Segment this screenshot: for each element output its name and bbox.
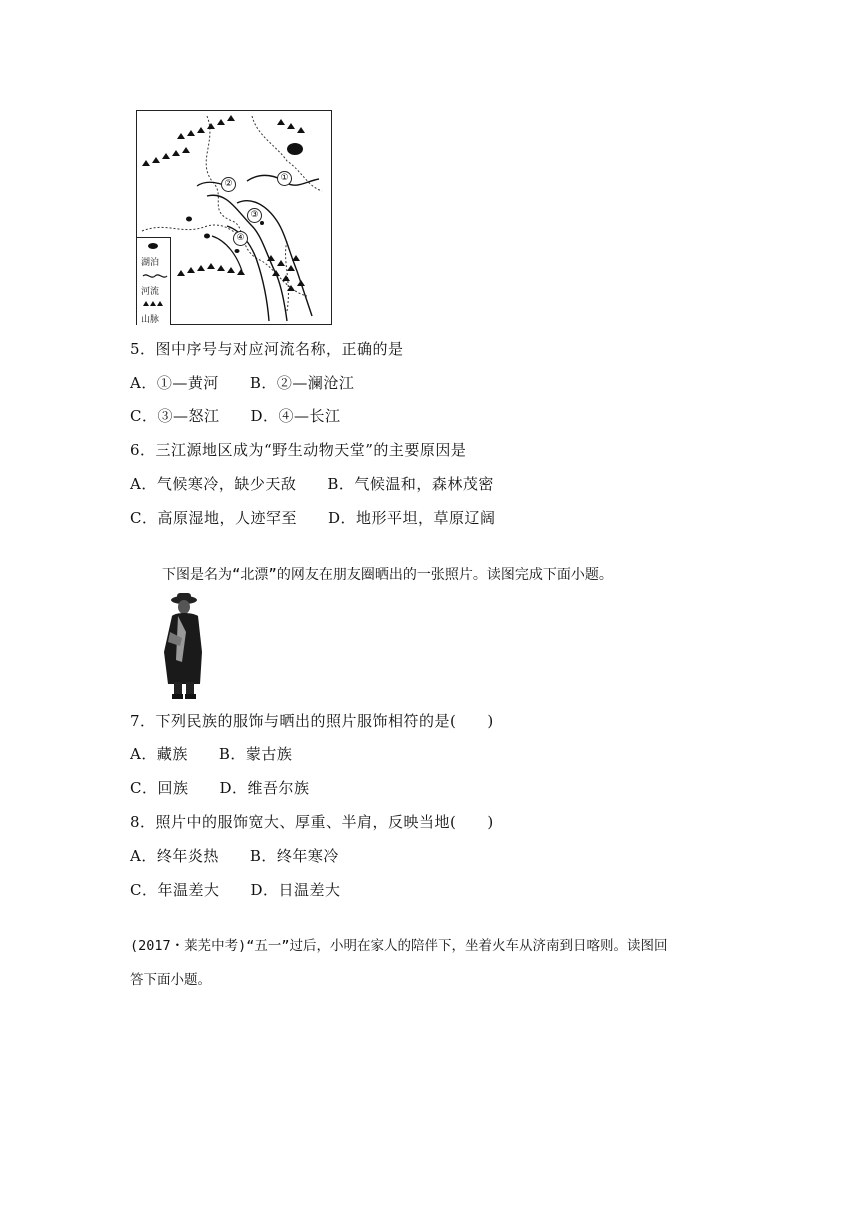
- map-legend: [137, 237, 171, 325]
- q8-stem: 8．照片中的服饰宽大、厚重、半肩，反映当地( ): [130, 813, 494, 831]
- q6-stem: 6．三江源地区成为“野生动物天堂”的主要原因是: [130, 441, 467, 459]
- q8-options-1: A．终年炎热 B．终年寒冷: [130, 847, 339, 865]
- legend-lake-label: 湖泊: [141, 258, 160, 268]
- photo-intro: 下图是名为“北漂”的网友在朋友圈晒出的一张照片。读图完成下面小题。: [162, 567, 613, 583]
- q5-options-1: A．①—黄河 B．②—澜沧江: [130, 374, 355, 392]
- q8-options-2: C．年温差大 D．日温差大: [130, 881, 341, 899]
- marker-2: ②: [221, 177, 236, 192]
- q5-stem: 5．图中序号与对应河流名称，正确的是: [130, 340, 404, 358]
- lake-symbol: [148, 243, 158, 249]
- q7-options-1: A．藏族 B．蒙古族: [130, 745, 293, 763]
- marker-1: ①: [277, 171, 292, 186]
- q7-options-2: C．回族 D．维吾尔族: [130, 779, 310, 797]
- q7-stem: 7．下列民族的服饰与晒出的照片服饰相符的是( ): [130, 712, 494, 730]
- q5-options-2: C．③—怒江 D．④—长江: [130, 407, 341, 425]
- q6-options-1: A．气候寒冷，缺少天敌 B．气候温和，森林茂密: [130, 475, 494, 493]
- mountain-symbol: [143, 301, 163, 306]
- q6-options-2: C．高原湿地，人迹罕至 D．地形平坦，草原辽阔: [130, 509, 496, 527]
- river-symbol: [143, 275, 167, 277]
- legend-mountain-label: 山脉: [141, 315, 160, 325]
- legend-river-label: 河流: [141, 287, 160, 297]
- train-intro-line2: 答下面小题。: [130, 972, 211, 988]
- marker-4: ④: [233, 231, 248, 246]
- costume-photo: [156, 592, 210, 700]
- train-intro-line1: (2017・莱芜中考)“五一”过后，小明在家人的陪伴下，坐着火车从济南到日喀则。读图回: [130, 938, 668, 954]
- river-map: [136, 110, 332, 325]
- marker-3: ③: [247, 208, 262, 223]
